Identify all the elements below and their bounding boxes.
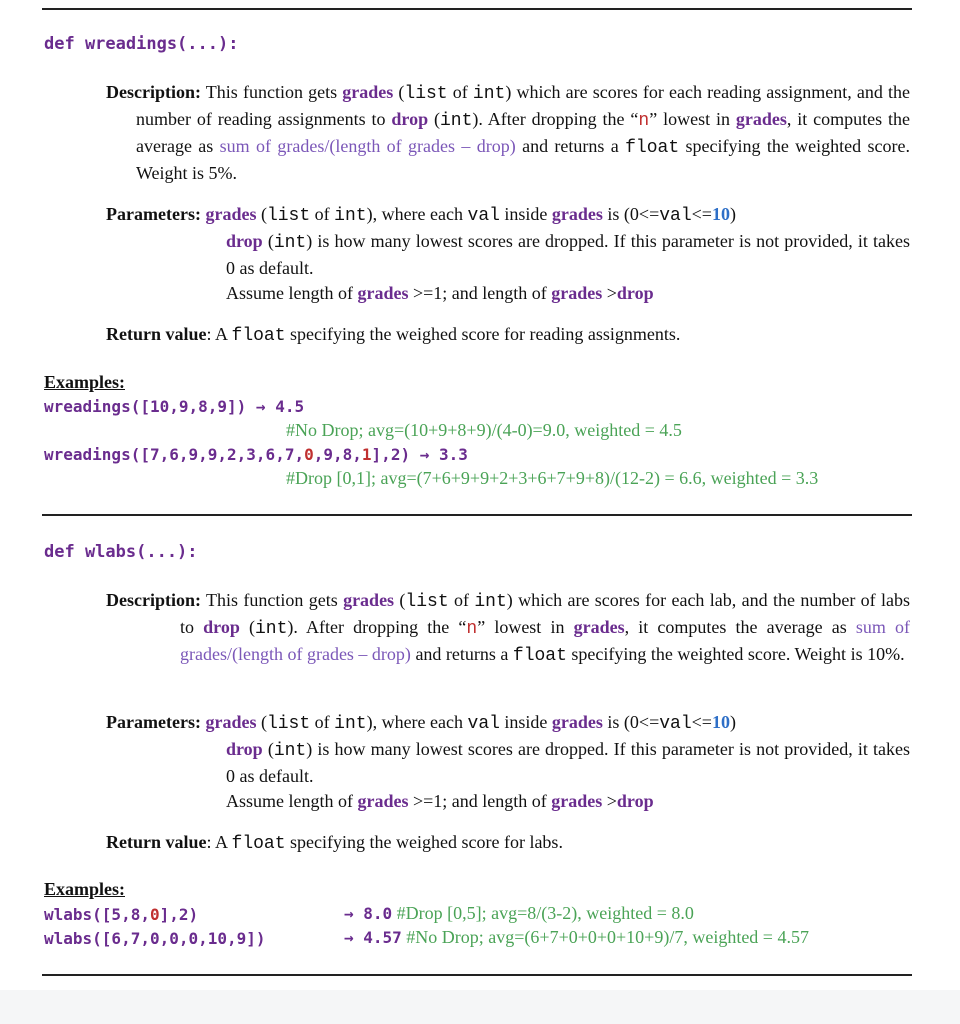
text: Assume length of bbox=[226, 791, 358, 811]
text: of bbox=[310, 712, 335, 732]
text: ) is how many lowest scores are dropped. If this parameter is not provided, it takes 0 as default. bbox=[226, 739, 910, 786]
text: ( bbox=[262, 739, 274, 759]
wreadings-parameters bbox=[106, 202, 910, 306]
val-term: val bbox=[659, 714, 692, 734]
text: ( bbox=[262, 231, 274, 251]
text: specifying the weighed score for reading assignments. bbox=[285, 324, 681, 344]
type-list: list bbox=[266, 206, 311, 226]
grades-term: grades bbox=[551, 791, 603, 811]
text: ) is how many lowest scores are dropped. If this parameter is not provided, it takes 0 as default. bbox=[226, 231, 910, 278]
text: ) bbox=[729, 712, 736, 732]
dropped-value: 0 bbox=[304, 445, 314, 464]
example-result: → 4.5 bbox=[246, 397, 305, 416]
wreadings-signature: def wreadings(...): bbox=[44, 34, 239, 54]
grades-term: grades bbox=[357, 791, 409, 811]
text: specifying the weighted score. Weight is 10%. bbox=[566, 644, 905, 664]
text: of bbox=[447, 82, 473, 102]
type-list: list bbox=[404, 84, 448, 104]
dropped-value: 0 bbox=[149, 905, 160, 924]
text: , it computes the average as bbox=[136, 109, 910, 156]
wreadings-return-value bbox=[106, 322, 910, 349]
example-comment: #Drop [0,5]; avg=8/(3-2), weighted = 8.0 bbox=[392, 903, 694, 923]
text: >=1; and length of bbox=[408, 283, 552, 303]
wreadings-examples-heading: Examples: bbox=[44, 372, 125, 392]
type-int: int bbox=[334, 206, 367, 226]
text: , it computes the average as bbox=[624, 617, 856, 637]
text: ). After dropping the “ bbox=[472, 109, 639, 129]
example-call: wreadings([10,9,8,9]) bbox=[44, 397, 247, 416]
wreadings-example-1 bbox=[44, 397, 304, 416]
example-result: → 4.57 bbox=[344, 928, 402, 947]
wlabs-description bbox=[106, 588, 910, 669]
wlabs-return-value bbox=[106, 830, 910, 857]
wlabs-examples-heading: Examples: bbox=[44, 879, 125, 899]
wreadings-example-2 bbox=[44, 445, 468, 464]
val-term: val bbox=[659, 206, 692, 226]
text: : A bbox=[206, 324, 232, 344]
parameters-label: Parameters: bbox=[106, 204, 201, 224]
text: >=1; and length of bbox=[408, 791, 552, 811]
text: is (0<= bbox=[602, 204, 660, 224]
text: of bbox=[310, 204, 335, 224]
grades-term: grades bbox=[205, 204, 257, 224]
grades-term: grades bbox=[573, 617, 625, 637]
text: <= bbox=[691, 712, 712, 732]
wreadings-example-2-comment: #Drop [0,1]; avg=(7+6+9+9+2+3+6+7+9+8)/(12-2) = 6.6, weighted = 3.3 bbox=[286, 468, 819, 488]
wlabs-signature: def wlabs(...): bbox=[44, 542, 198, 562]
wlabs-example-1 bbox=[44, 905, 198, 924]
text: ), where each bbox=[366, 712, 468, 732]
page-footer-area bbox=[0, 990, 960, 1024]
return-value-label: Return value bbox=[106, 832, 207, 852]
grades-term: grades bbox=[342, 82, 394, 102]
formula: sum of grades/(length of grades – drop) bbox=[219, 136, 516, 156]
text: > bbox=[602, 791, 617, 811]
val-term: val bbox=[467, 206, 500, 226]
dropped-value: 1 bbox=[361, 445, 372, 464]
type-float: float bbox=[231, 834, 286, 854]
example-result: → 8.0 bbox=[344, 904, 393, 923]
text: ” lowest in bbox=[649, 109, 736, 129]
type-float: float bbox=[512, 646, 567, 666]
text: and returns a bbox=[410, 644, 513, 664]
type-list: list bbox=[405, 592, 449, 612]
text: ( bbox=[239, 617, 255, 637]
text: of bbox=[448, 590, 475, 610]
type-int: int bbox=[334, 714, 367, 734]
type-int: int bbox=[273, 233, 307, 253]
parameters-label: Parameters: bbox=[106, 712, 201, 732]
type-int: int bbox=[472, 84, 506, 104]
formula: sum of grades/(length of grades – drop) bbox=[180, 617, 910, 664]
section-divider bbox=[42, 514, 912, 516]
drop-term: drop bbox=[226, 231, 263, 251]
description-label: Description: bbox=[106, 590, 201, 610]
top-rule bbox=[42, 8, 912, 10]
example-result: → 3.3 bbox=[410, 445, 468, 464]
return-value-label: Return value bbox=[106, 324, 207, 344]
grades-term: grades bbox=[551, 283, 603, 303]
example-call: ],2) bbox=[159, 905, 199, 924]
text: <= bbox=[691, 204, 712, 224]
text: ( bbox=[393, 82, 405, 102]
bottom-rule bbox=[42, 974, 912, 976]
max-value: 10 bbox=[711, 712, 730, 732]
grades-term: grades bbox=[357, 283, 409, 303]
text: ). After dropping the “ bbox=[287, 617, 467, 637]
drop-term: drop bbox=[226, 739, 263, 759]
wlabs-parameters bbox=[106, 710, 910, 814]
text: Assume length of bbox=[226, 283, 358, 303]
wlabs-example-1-result bbox=[344, 903, 694, 924]
text: ( bbox=[256, 204, 267, 224]
example-call: wreadings([7,6,9,9,2,3,6,7, bbox=[44, 445, 305, 464]
val-term: val bbox=[467, 714, 500, 734]
example-call: wlabs([5,8, bbox=[44, 905, 150, 924]
text: inside bbox=[499, 712, 552, 732]
text: ( bbox=[394, 590, 406, 610]
type-int: int bbox=[439, 111, 473, 131]
type-float: float bbox=[231, 326, 286, 346]
type-int: int bbox=[273, 741, 307, 761]
type-float: float bbox=[625, 138, 680, 158]
type-int: int bbox=[254, 619, 288, 639]
text: This function gets bbox=[200, 82, 343, 102]
drop-term: drop bbox=[203, 617, 240, 637]
n-term: n bbox=[638, 111, 650, 131]
wlabs-example-2 bbox=[44, 929, 266, 948]
drop-term: drop bbox=[391, 109, 429, 129]
drop-term: drop bbox=[616, 283, 654, 303]
n-term: n bbox=[466, 619, 478, 639]
text: and returns a bbox=[515, 136, 626, 156]
grades-term: grades bbox=[735, 109, 787, 129]
text: This function gets bbox=[200, 590, 344, 610]
example-call: ,9,8, bbox=[313, 445, 362, 464]
text: : A bbox=[206, 832, 232, 852]
text: ) which are scores for each lab, and the number of labs to bbox=[180, 590, 911, 637]
text: ) which are scores for each reading assignment, and the number of reading assignments to bbox=[136, 82, 911, 129]
grades-term: grades bbox=[205, 712, 257, 732]
grades-term: grades bbox=[551, 204, 603, 224]
text: specifying the weighted score. Weight is 5%. bbox=[136, 136, 910, 183]
wreadings-description bbox=[106, 80, 910, 186]
wreadings-example-1-comment: #No Drop; avg=(10+9+8+9)/(4-0)=9.0, weighted = 4.5 bbox=[286, 420, 682, 440]
type-list: list bbox=[266, 714, 311, 734]
max-value: 10 bbox=[711, 204, 730, 224]
grades-term: grades bbox=[343, 590, 395, 610]
wlabs-example-2-result bbox=[344, 927, 809, 948]
text: ) bbox=[729, 204, 736, 224]
grades-term: grades bbox=[551, 712, 603, 732]
text: specifying the weighed score for labs. bbox=[285, 832, 563, 852]
description-label: Description: bbox=[106, 82, 201, 102]
text: ), where each bbox=[366, 204, 468, 224]
text: ( bbox=[256, 712, 267, 732]
text: inside bbox=[499, 204, 552, 224]
example-comment: #No Drop; avg=(6+7+0+0+0+10+9)/7, weighted = 4.57 bbox=[401, 927, 809, 947]
drop-term: drop bbox=[616, 791, 654, 811]
text: > bbox=[602, 283, 617, 303]
text: is (0<= bbox=[602, 712, 660, 732]
type-int: int bbox=[474, 592, 507, 612]
example-call: ],2) bbox=[371, 445, 411, 464]
example-call: wlabs([6,7,0,0,0,10,9]) bbox=[44, 929, 266, 948]
text: ( bbox=[428, 109, 440, 129]
text: ” lowest in bbox=[477, 617, 574, 637]
